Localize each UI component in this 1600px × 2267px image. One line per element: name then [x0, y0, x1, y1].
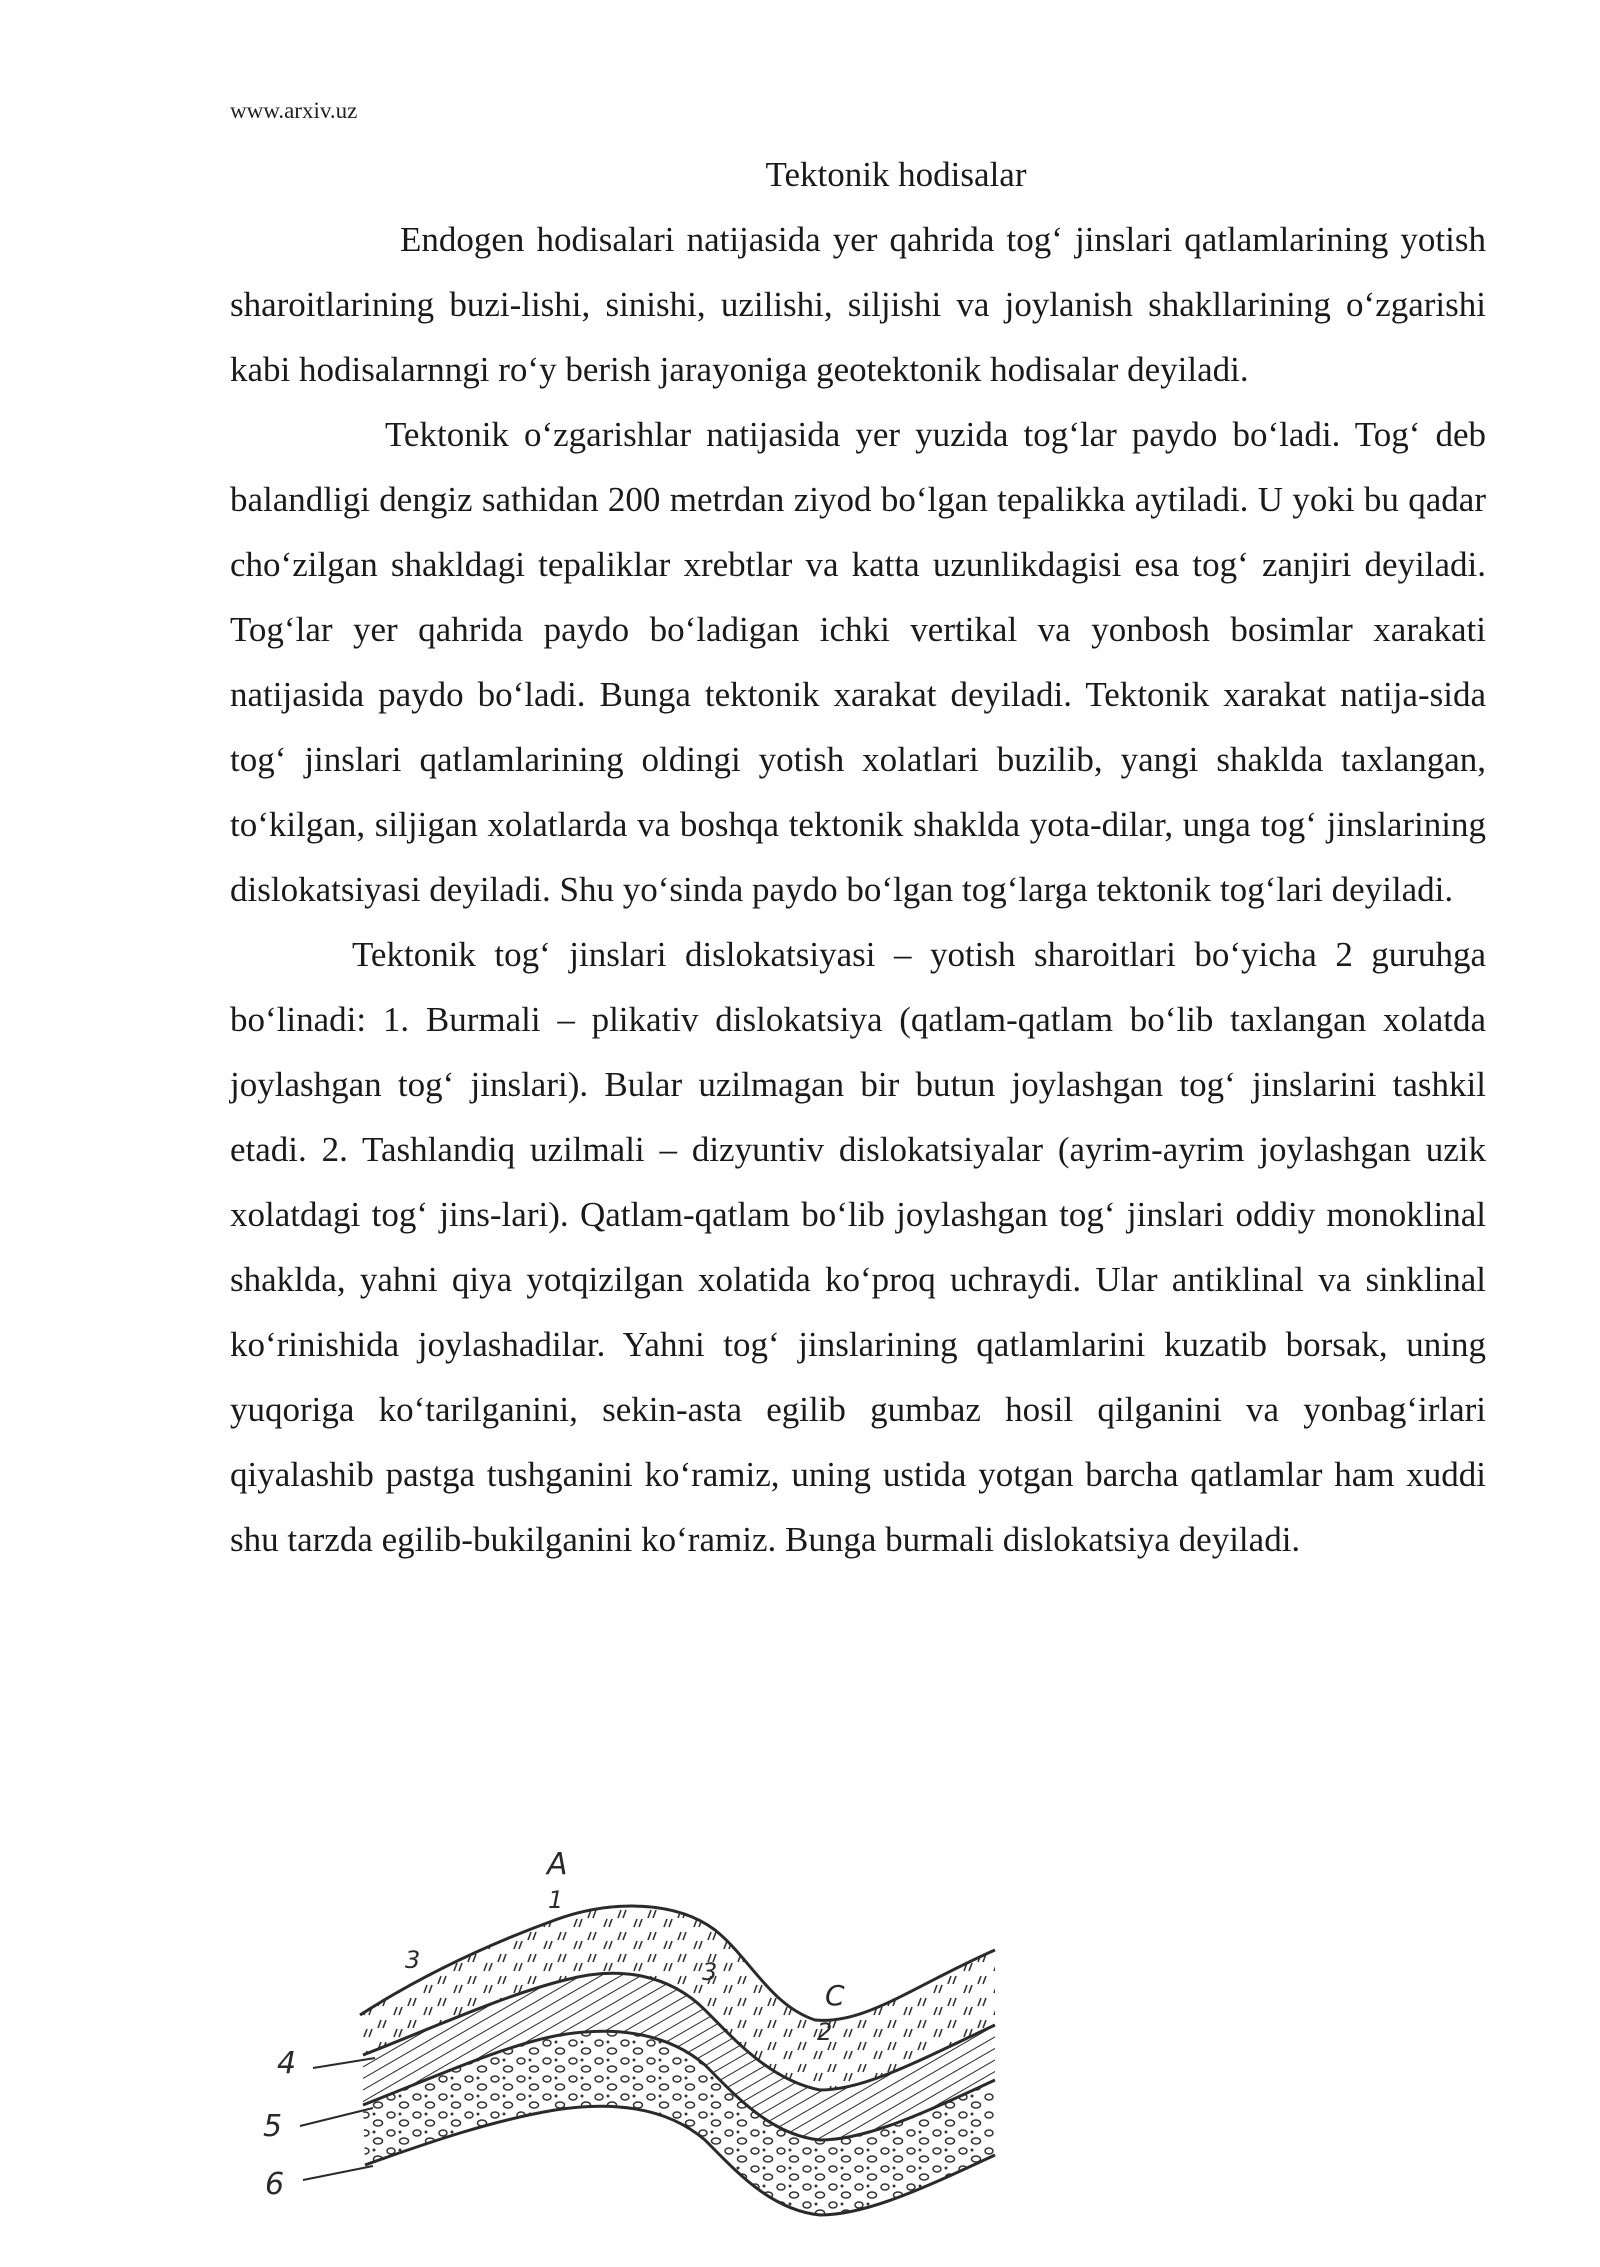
label-1: 1 [548, 1886, 564, 1914]
label-3-left: 3 [405, 1946, 421, 1974]
label-syncline: C [825, 1979, 845, 2012]
label-anticline: A [547, 1847, 568, 1882]
label-4: 4 [277, 2046, 297, 2081]
paragraph-dislocation: Tektonik tog‘ jinslari dislokatsiyasi – yotish sharoitlari bo‘yicha 2 guruhga bo‘linadi: 1. Burmali – plikativ dislokatsiya (qatlam-qatlam bo‘lib taxlangan xolatda joylashgan tog‘ jinslari). Bular uzilmagan bir butun joylashgan tog‘ jinslarini tashkil etadi. 2. Tashlandiq uzilmali – dizyuntiv dislokatsiyalar (ayrim-ayrim joylashgan uzik xolatdagi tog‘ jins-lari). Qatlam-qatlam bo‘lib joylashgan tog‘ jinslari oddiy monoklinal shaklda, yahni qiya yotqizilgan xolatida ko‘proq uchraydi. Ular antiklinal va sinklinal ko‘rinishida joylashadilar. Yahni tog‘ jinslarining qatlamlarini kuzatib borsak, uning yuqoriga ko‘tarilganini, sekin-asta egilib gumbaz hosil qilganini va yonbag‘irlari qiyalashib pastga tushganini ko‘ramiz, uning ustida yotgan barcha qatlamlar ham xuddi shu tarzda egilib-bukilganini ko‘ramiz. Bunga burmali dislokatsiya deyiladi. [230, 935, 1486, 1559]
document-body [230, 207, 1486, 1572]
label-2: 2 [817, 2018, 833, 2046]
label-6: 6 [265, 2167, 285, 2202]
fold-diagram [255, 1840, 1015, 2262]
label-5: 5 [263, 2109, 283, 2144]
paragraph-tectonic-changes: Tektonik o‘zgarishlar natijasida yer yuzida tog‘lar paydo bo‘ladi. Tog‘ deb balandligi dengiz sathidan 200 metrdan ziyod bo‘lgan tepalikka aytiladi. U yoki bu qadar cho‘zilgan shakldagi tepaliklar xrebtlar va katta uzunlikdagisi esa tog‘ zanjiri deyiladi. Tog‘lar yer qahrida paydo bo‘ladigan ichki vertikal va yonbosh bosimlar xarakati natijasida paydo bo‘ladi. Bunga tektonik xarakat deyiladi. Tektonik xarakat natija-sida tog‘ jinslari qatlamlarining oldingi yotish xolatlari buzilib, yangi shaklda taxlangan, to‘kilgan, siljigan xolatlarda va boshqa tektonik shaklda yota-dilar, unga tog‘ jinslarining dislokatsiyasi deyiladi. Shu yo‘sinda paydo bo‘lgan tog‘larga tektonik tog‘lari deyiladi. [230, 415, 1486, 909]
fold-diagram-figure [255, 1840, 1015, 2262]
site-url: www.arxiv.uz [230, 98, 358, 123]
paragraph-endogen: Endogen hodisalari natijasida yer qahrida tog‘ jinslari qatlamlarining yotish sharoitlarining buzi-lishi, sinishi, uzilishi, siljishi va joylanish shakllarining o‘zgarishi kabi hodisalarnngi ro‘y berish jarayoniga geotektonik hodisalar deyiladi. [230, 220, 1486, 389]
page-title-text: Tektonik hodisalar [765, 155, 1027, 194]
page-title [230, 150, 1486, 200]
label-3-right: 3 [702, 1958, 718, 1986]
